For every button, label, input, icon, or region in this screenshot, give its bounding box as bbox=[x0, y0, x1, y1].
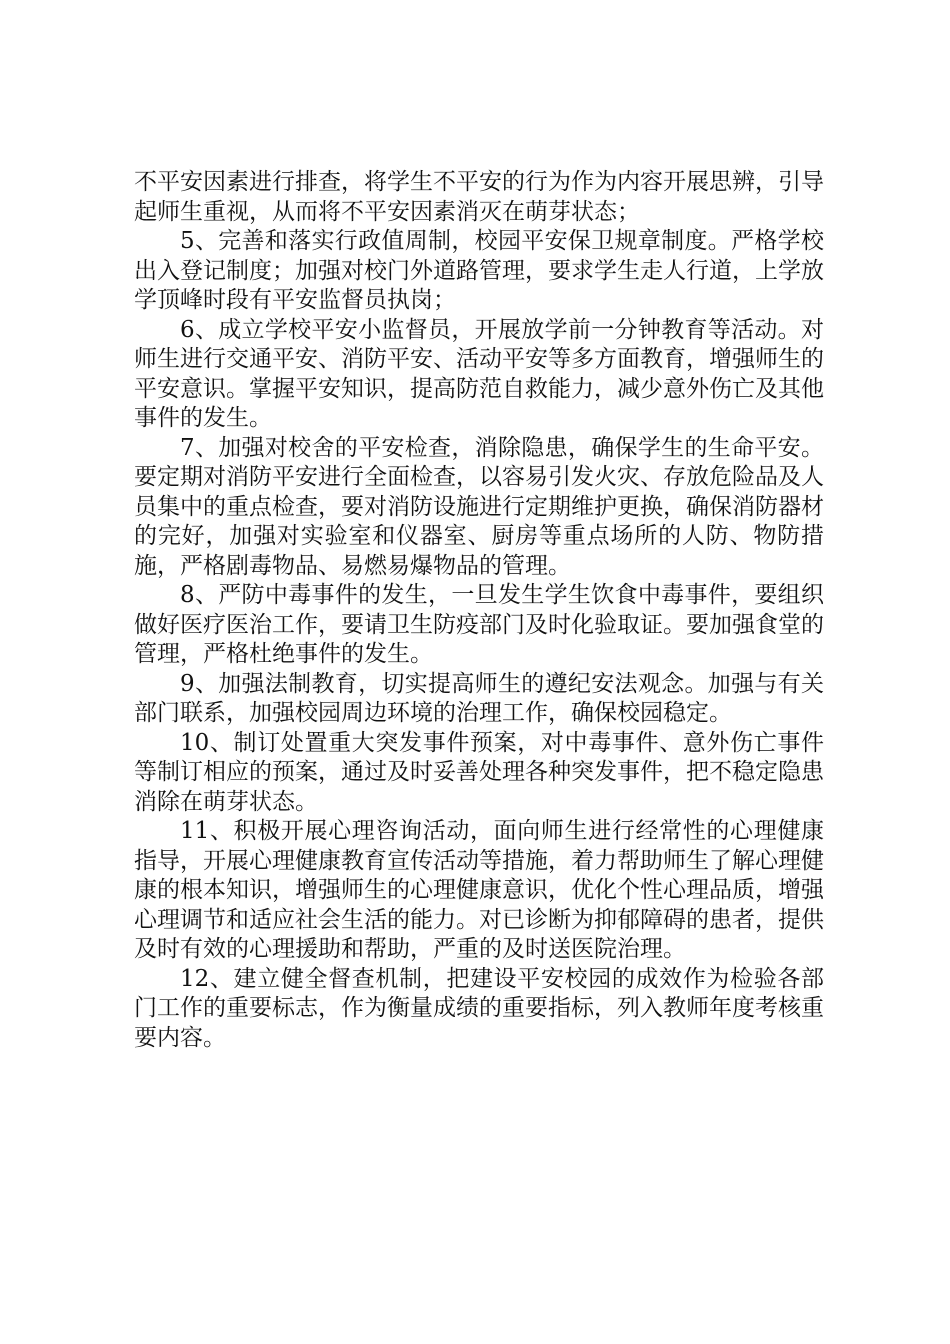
paragraph-item-12: 12、建立健全督查机制，把建设平安校园的成效作为检验各部门工作的重要标志，作为衡量成绩的重要指标，列入教师年度考核重要内容。 bbox=[134, 965, 824, 1051]
paragraph-continuation: 不平安因素进行排查，将学生不平安的行为作为内容开展思辨，引导起师生重视，从而将不平安因素消灭在萌芽状态； bbox=[134, 169, 824, 225]
paragraph-item-7: 7、加强对校舍的平安检查，消除隐患，确保学生的生命平安。要定期对消防平安进行全面检查，以容易引发火灾、存放危险品及人员集中的重点检查，要对消防设施进行定期维护更换，确保消防器材的完好，加强对实验室和仪器室、厨房等重点场所的人防、物防措施，严格剧毒物品、易燃易爆物品的管理。 bbox=[134, 434, 824, 579]
document-body bbox=[134, 168, 824, 1053]
paragraph-item-8: 8、严防中毒事件的发生，一旦发生学生饮食中毒事件，要组织做好医疗医治工作，要请卫生防疫部门及时化验取证。要加强食堂的管理，严格杜绝事件的发生。 bbox=[134, 582, 824, 667]
paragraph-item-6: 6、成立学校平安小监督员，开展放学前一分钟教育等活动。对师生进行交通平安、消防平安、活动平安等多方面教育，增强师生的平安意识。掌握平安知识，提高防范自救能力，减少意外伤亡及其他事件的发生。 bbox=[134, 316, 824, 431]
paragraph-item-10: 10、制订处置重大突发事件预案，对中毒事件、意外伤亡事件等制订相应的预案，通过及时妥善处理各种突发事件，把不稳定隐患消除在萌芽状态。 bbox=[134, 729, 824, 815]
paragraph-item-9: 9、加强法制教育，切实提高师生的遵纪安法观念。加强与有关部门联系，加强校园周边环境的治理工作，确保校园稳定。 bbox=[134, 670, 824, 726]
paragraph-item-11: 11、积极开展心理咨询活动，面向师生进行经常性的心理健康指导，开展心理健康教育宣传活动等措施，着力帮助师生了解心理健康的根本知识，增强师生的心理健康意识，优化个性心理品质，增强心理调节和适应社会生活的能力。对已诊断为抑郁障碍的患者，提供及时有效的心理援助和帮助，严重的及时送医院治理。 bbox=[134, 818, 824, 962]
paragraph-item-5: 5、完善和落实行政值周制，校园平安保卫规章制度。严格学校出入登记制度；加强对校门外道路管理，要求学生走人行道，上学放学顶峰时段有平安监督员执岗； bbox=[134, 228, 824, 313]
